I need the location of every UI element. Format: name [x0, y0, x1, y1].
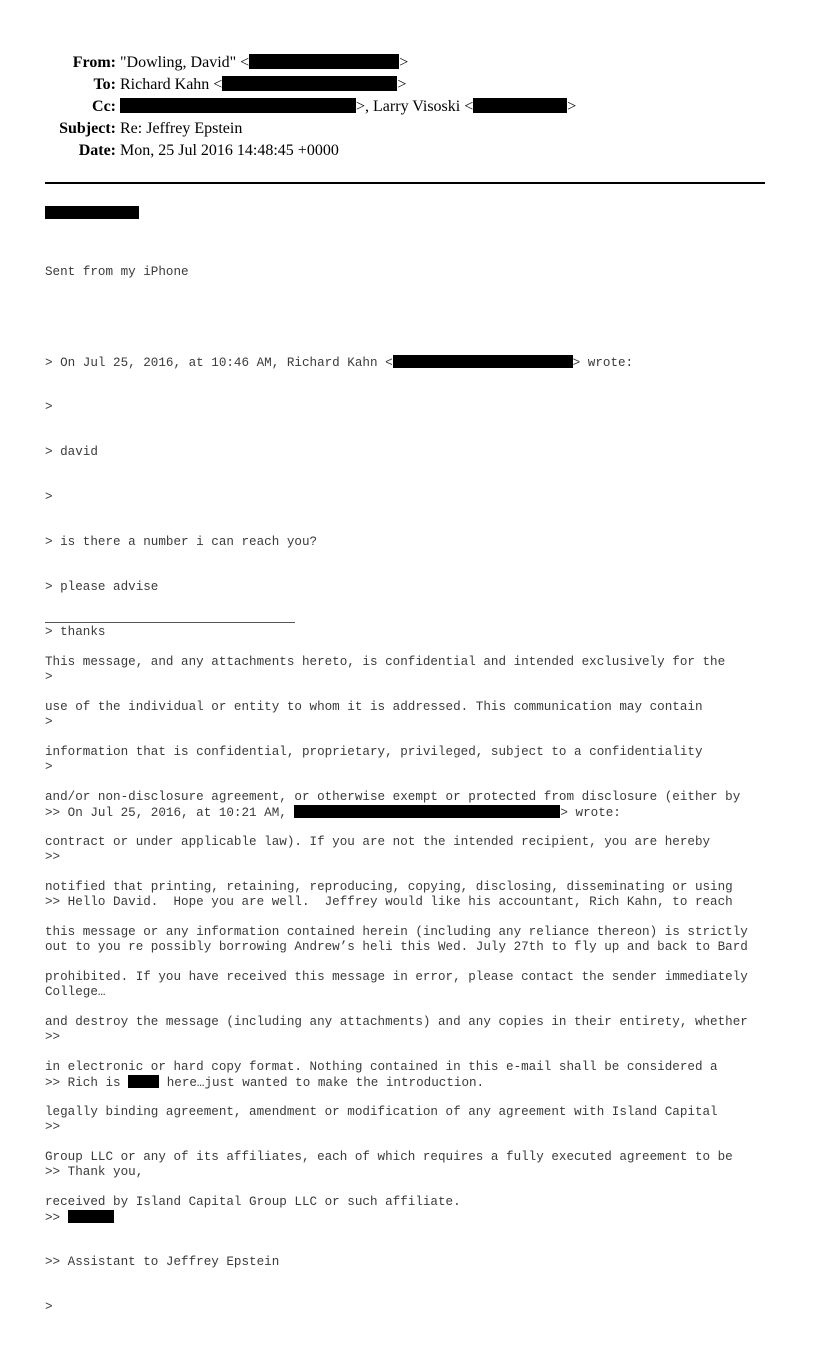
quote-line: >> [45, 1120, 61, 1134]
cc-row [0, 96, 576, 118]
redacted-to-email [222, 76, 397, 91]
quote2-intro-a: >> On Jul 25, 2016, at 10:21 AM, [45, 806, 295, 820]
disclaimer-line: and/or non-disclosure agreement, or otherwise exempt or protected from disclosure (either by [45, 790, 741, 804]
to-value: Richard Kahn < [120, 76, 223, 93]
subject-row [0, 118, 242, 140]
disclaimer-line: information that is confidential, proprietary, privileged, subject to a confidentiality [45, 745, 703, 759]
disclaimer-line: received by Island Capital Group LLC or such affiliate. [45, 1195, 461, 1209]
quote-line: >> Assistant to Jeffrey Epstein [45, 1255, 280, 1269]
disclaimer-line: use of the individual or entity to whom it is addressed. This communication may contain [45, 700, 703, 714]
confidentiality-disclaimer [45, 625, 785, 1240]
quote-line: > is there a number i can reach you? [45, 535, 318, 549]
redacted-cc-email [473, 98, 567, 113]
cc-value-2: , Larry Visoski < [365, 98, 474, 115]
from-label: From: [72, 54, 116, 71]
quote-line: > please advise [45, 580, 159, 594]
quote-line: >> [45, 1030, 61, 1044]
date-value: Mon, 25 Jul 2016 14:48:45 +0000 [120, 142, 339, 159]
quote1-intro-a: > On Jul 25, 2016, at 10:46 AM, Richard Kahn < [45, 356, 393, 370]
quote-line: > david [45, 445, 98, 459]
quote-line: > [45, 715, 53, 729]
quote-line: >> Thank you, [45, 1165, 144, 1179]
to-gt: > [397, 76, 407, 93]
disclaimer-line: this message or any information contained herein (including any reliance thereon) is strictly [45, 925, 748, 939]
quote1-intro [45, 355, 785, 370]
quote-line: out to you re possibly borrowing Andrew’s heli this Wed. July 27th to fly up and back to Bard [45, 940, 748, 954]
sent-from-line: Sent from my iPhone [45, 265, 189, 279]
subject-label: Subject: [59, 120, 116, 137]
cc-gt-2: > [567, 98, 577, 115]
rich-line-a: >> Rich is [45, 1076, 129, 1090]
disclaimer-line: and destroy the message (including any attachments) and any copies in their entirety, whether [45, 1015, 748, 1029]
from-row [0, 52, 408, 74]
redacted-email [393, 355, 573, 368]
quote1-intro-b: > wrote: [572, 356, 634, 370]
quote-line: > [45, 490, 53, 504]
disclaimer-rule [45, 622, 295, 623]
redacted-block [45, 206, 139, 219]
quote-line: > thanks [45, 625, 106, 639]
from-gt: > [399, 54, 409, 71]
to-row [0, 74, 406, 96]
disclaimer-line: notified that printing, retaining, reproducing, copying, disclosing, disseminating or using [45, 880, 733, 894]
quote-line: >> [45, 850, 61, 864]
disclaimer-line: legally binding agreement, amendment or modification of any agreement with Island Capital [45, 1105, 718, 1119]
quote-line: College… [45, 985, 106, 999]
disclaimer-line: in electronic or hard copy format. Nothing contained in this e-mail shall be considered a [45, 1060, 718, 1074]
disclaimer-line: prohibited. If you have received this message in error, please contact the sender immediately [45, 970, 748, 984]
to-label: To: [93, 76, 116, 93]
quote-line: > [45, 760, 53, 774]
sig-prefix: >> [45, 1211, 68, 1225]
disclaimer-line: Group LLC or any of its affiliates, each of which requires a fully executed agreement to be [45, 1150, 733, 1164]
rich-line-b: here…just wanted to make the introduction. [159, 1076, 485, 1090]
blank-line [45, 310, 785, 325]
quote-line: >> Hello David. Hope you are well. Jeffrey would like his accountant, Rich Kahn, to reach [45, 895, 733, 909]
redacted-cc-recipient [120, 98, 356, 113]
quote2-intro-b: > wrote: [560, 806, 621, 820]
header-divider [45, 182, 765, 184]
subject-value: Re: Jeffrey Epstein [120, 120, 243, 137]
quote-line: > [45, 1300, 53, 1314]
date-label: Date: [78, 142, 116, 159]
disclaimer-line: contract or under applicable law). If you are not the intended recipient, you are hereby [45, 835, 711, 849]
from-value: "Dowling, David" < [120, 54, 250, 71]
date-row [0, 140, 339, 162]
cc-gt-1: > [356, 98, 366, 115]
redacted-from-email [249, 54, 399, 69]
cc-label: Cc: [92, 98, 116, 115]
disclaimer-line: This message, and any attachments hereto, is confidential and intended exclusively for the [45, 655, 726, 669]
quote-line: > [45, 670, 53, 684]
quote-line: > [45, 400, 53, 414]
